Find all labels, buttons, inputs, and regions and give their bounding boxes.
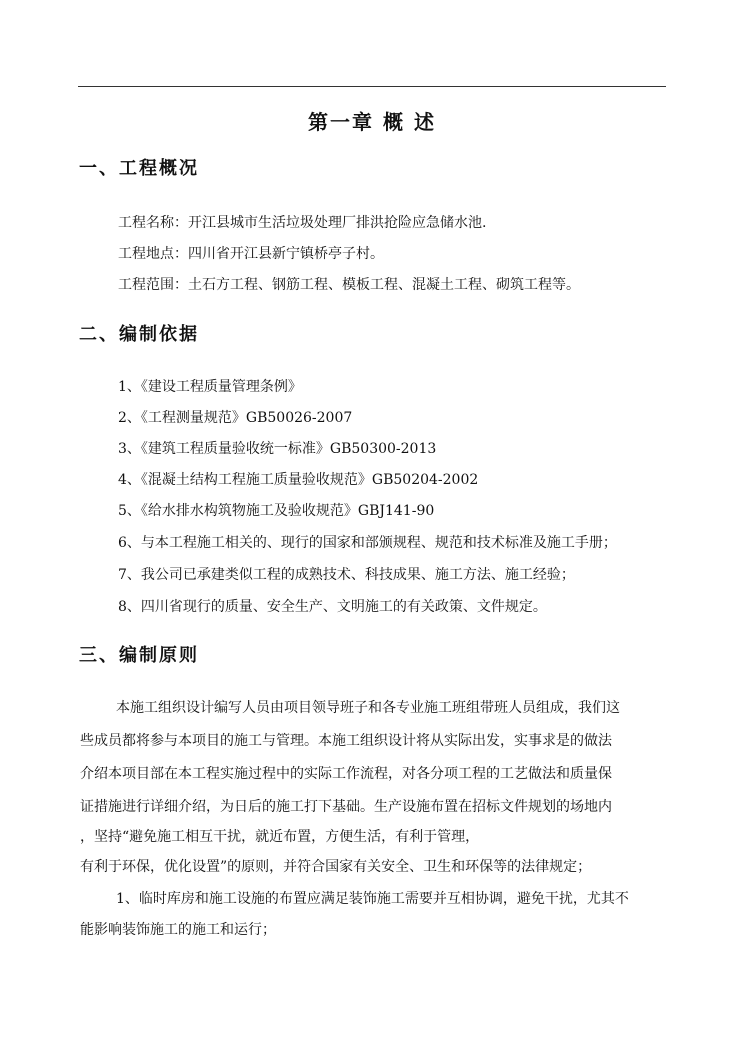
- basis-item: 3、《建筑工程质量验收统一标准》GB50300-2013: [118, 441, 437, 457]
- header-rule: [78, 86, 666, 87]
- principle-paragraph-line: 证措施进行详细介绍，为日后的施工打下基础。生产设施布置在招标文件规划的场地内: [80, 799, 612, 815]
- principle-paragraph-line: 有利于环保，优化设置”的原则，并符合国家有关安全、卫生和环保等的法律规定；: [80, 859, 592, 875]
- section-heading-overview: 一、工程概况: [79, 158, 199, 179]
- principle-paragraph-line: 本施工组织设计编写人员由项目领导班子和各专业施工班组带班人员组成，我们这: [116, 700, 620, 716]
- principle-item-continued: 能影响装饰施工的施工和运行；: [80, 922, 276, 938]
- basis-item: 4、《混凝土结构工程施工质量验收规范》GB50204-2002: [118, 472, 479, 488]
- project-location-line: 工程地点：四川省开江县新宁镇桥亭子村。: [118, 246, 384, 262]
- chapter-title: 第一章 概 述: [308, 110, 436, 134]
- principle-paragraph-line: 介绍本项目部在本工程实施过程中的实际工作流程，对各分项工程的工艺做法和质量保: [80, 766, 612, 782]
- basis-item: 2、《工程测量规范》GB50026-2007: [118, 410, 353, 426]
- section-heading-principles: 三、编制原则: [79, 645, 199, 666]
- basis-item: 5、《给水排水构筑物施工及验收规范》GBJ141-90: [118, 503, 435, 519]
- basis-item: 7、我公司已承建类似工程的成熟技术、科技成果、施工方法、施工经验；: [118, 567, 575, 583]
- basis-item: 6、与本工程施工相关的、现行的国家和部颁规程、规范和技术标准及施工手册；: [118, 535, 617, 551]
- principle-item: 1、临时库房和施工设施的布置应满足装饰施工需要并互相协调，避免干扰，尤其不: [116, 891, 629, 907]
- section-heading-basis: 二、编制依据: [79, 324, 199, 345]
- basis-item: 1、《建设工程质量管理条例》: [118, 379, 302, 395]
- principle-paragraph-line: ，坚持“避免施工相互干扰，就近布置，方便生活，有利于管理，: [80, 829, 480, 845]
- project-name-line: 工程名称：开江县城市生活垃圾处理厂排洪抢险应急储水池.: [118, 215, 487, 231]
- basis-item: 8、四川省现行的质量、安全生产、文明施工的有关政策、文件规定。: [118, 599, 547, 615]
- project-scope-line: 工程范围：土石方工程、钢筋工程、模板工程、混凝土工程、砌筑工程等。: [118, 277, 580, 293]
- principle-paragraph-line: 些成员都将参与本项目的施工与管理。本施工组织设计将从实际出发，实事求是的做法: [80, 733, 612, 749]
